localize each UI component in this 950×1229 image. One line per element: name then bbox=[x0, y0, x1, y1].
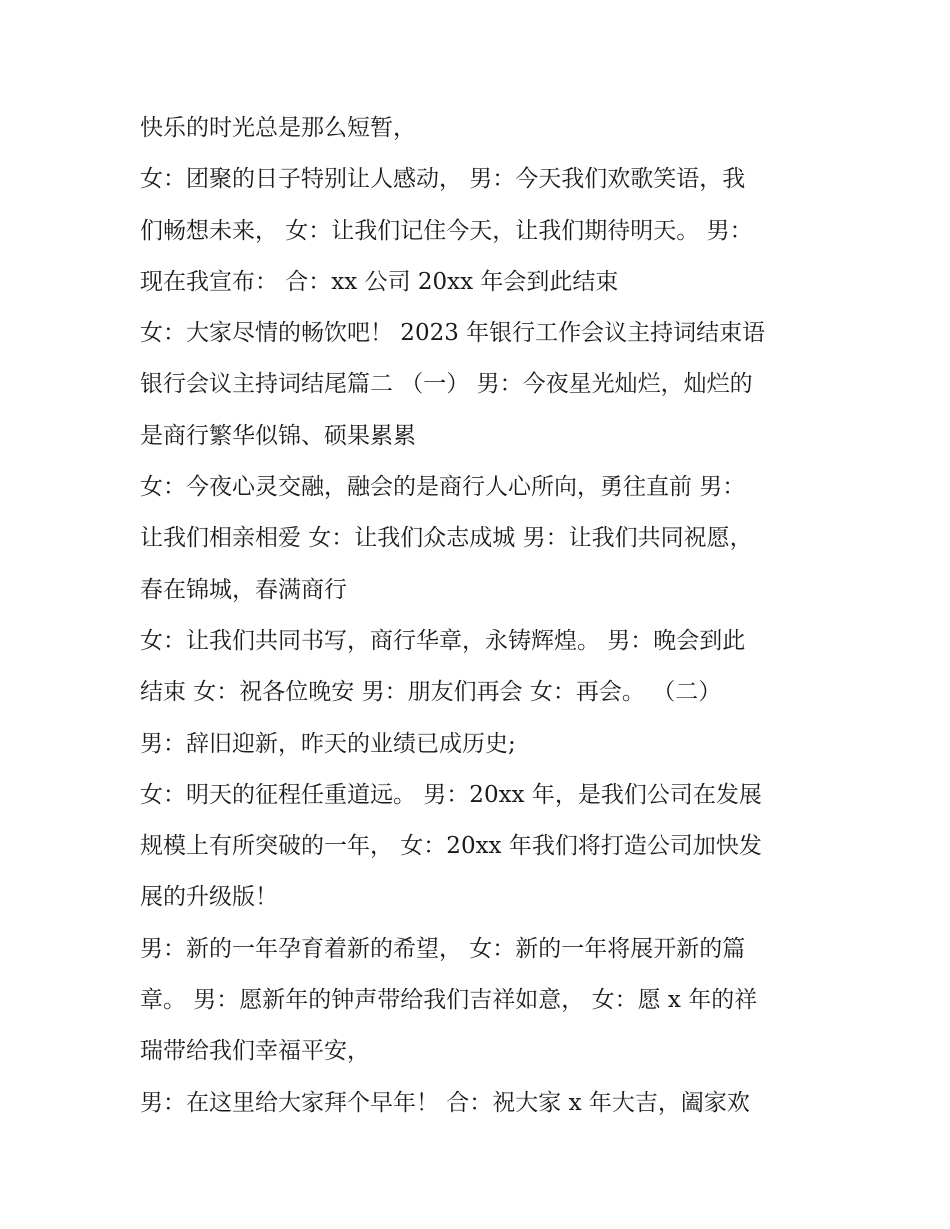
text-line: 女：让我们共同书写，商行华章，永铸辉煌。 男：晚会到此 bbox=[140, 627, 746, 654]
text-line: 让我们相亲相爱 女：让我们众志成城 男：让我们共同祝愿， bbox=[140, 525, 753, 552]
body-text bbox=[140, 103, 810, 1129]
text-line: 现在我宣布： 合：xx 公司 20xx 年会到此结束 bbox=[140, 268, 619, 295]
text-line: 快乐的时光总是那么短暂， bbox=[140, 115, 416, 141]
text-line: 是商行繁华似锦、硕果累累 bbox=[140, 422, 416, 449]
text-line: 女：团聚的日子特别让人感动， 男：今天我们欢歌笑语，我 bbox=[140, 166, 746, 193]
text-line: 女：明天的征程任重道远。 男：20xx 年，是我们公司在发展 bbox=[140, 781, 762, 808]
text-line: 男：新的一年孕育着新的希望， 女：新的一年将展开新的篇 bbox=[140, 935, 746, 962]
text-line: 瑞带给我们幸福平安， bbox=[140, 1038, 370, 1065]
text-line: 女：大家尽情的畅饮吧！ 2023 年银行工作会议主持词结束语 bbox=[140, 320, 766, 347]
text-line: 们畅想未来， 女：让我们记住今天，让我们期待明天。 男： bbox=[140, 217, 753, 244]
text-line: 男：辞旧迎新，昨天的业绩已成历史; bbox=[140, 730, 516, 757]
text-line: 规模上有所突破的一年， 女：20xx 年我们将打造公司加快发 bbox=[140, 833, 762, 860]
text-line: 结束 女：祝各位晚安 男：朋友们再会 女：再会。 （二） bbox=[140, 679, 722, 706]
text-line: 章。 男：愿新年的钟声带给我们吉祥如意， 女：愿 x 年的祥 bbox=[140, 987, 758, 1014]
text-line: 银行会议主持词结尾篇二 （一） 男：今夜星光灿烂，灿烂的 bbox=[140, 371, 753, 398]
text-line: 春在锦城，春满商行 bbox=[140, 576, 347, 603]
text-line: 男：在这里给大家拜个早年！ 合：祝大家 x 年大吉，阖家欢 bbox=[140, 1089, 750, 1116]
text-line: 女：今夜心灵交融，融会的是商行人心所向，勇往直前 男： bbox=[140, 474, 746, 501]
text-line: 展的升级版！ bbox=[140, 884, 278, 911]
